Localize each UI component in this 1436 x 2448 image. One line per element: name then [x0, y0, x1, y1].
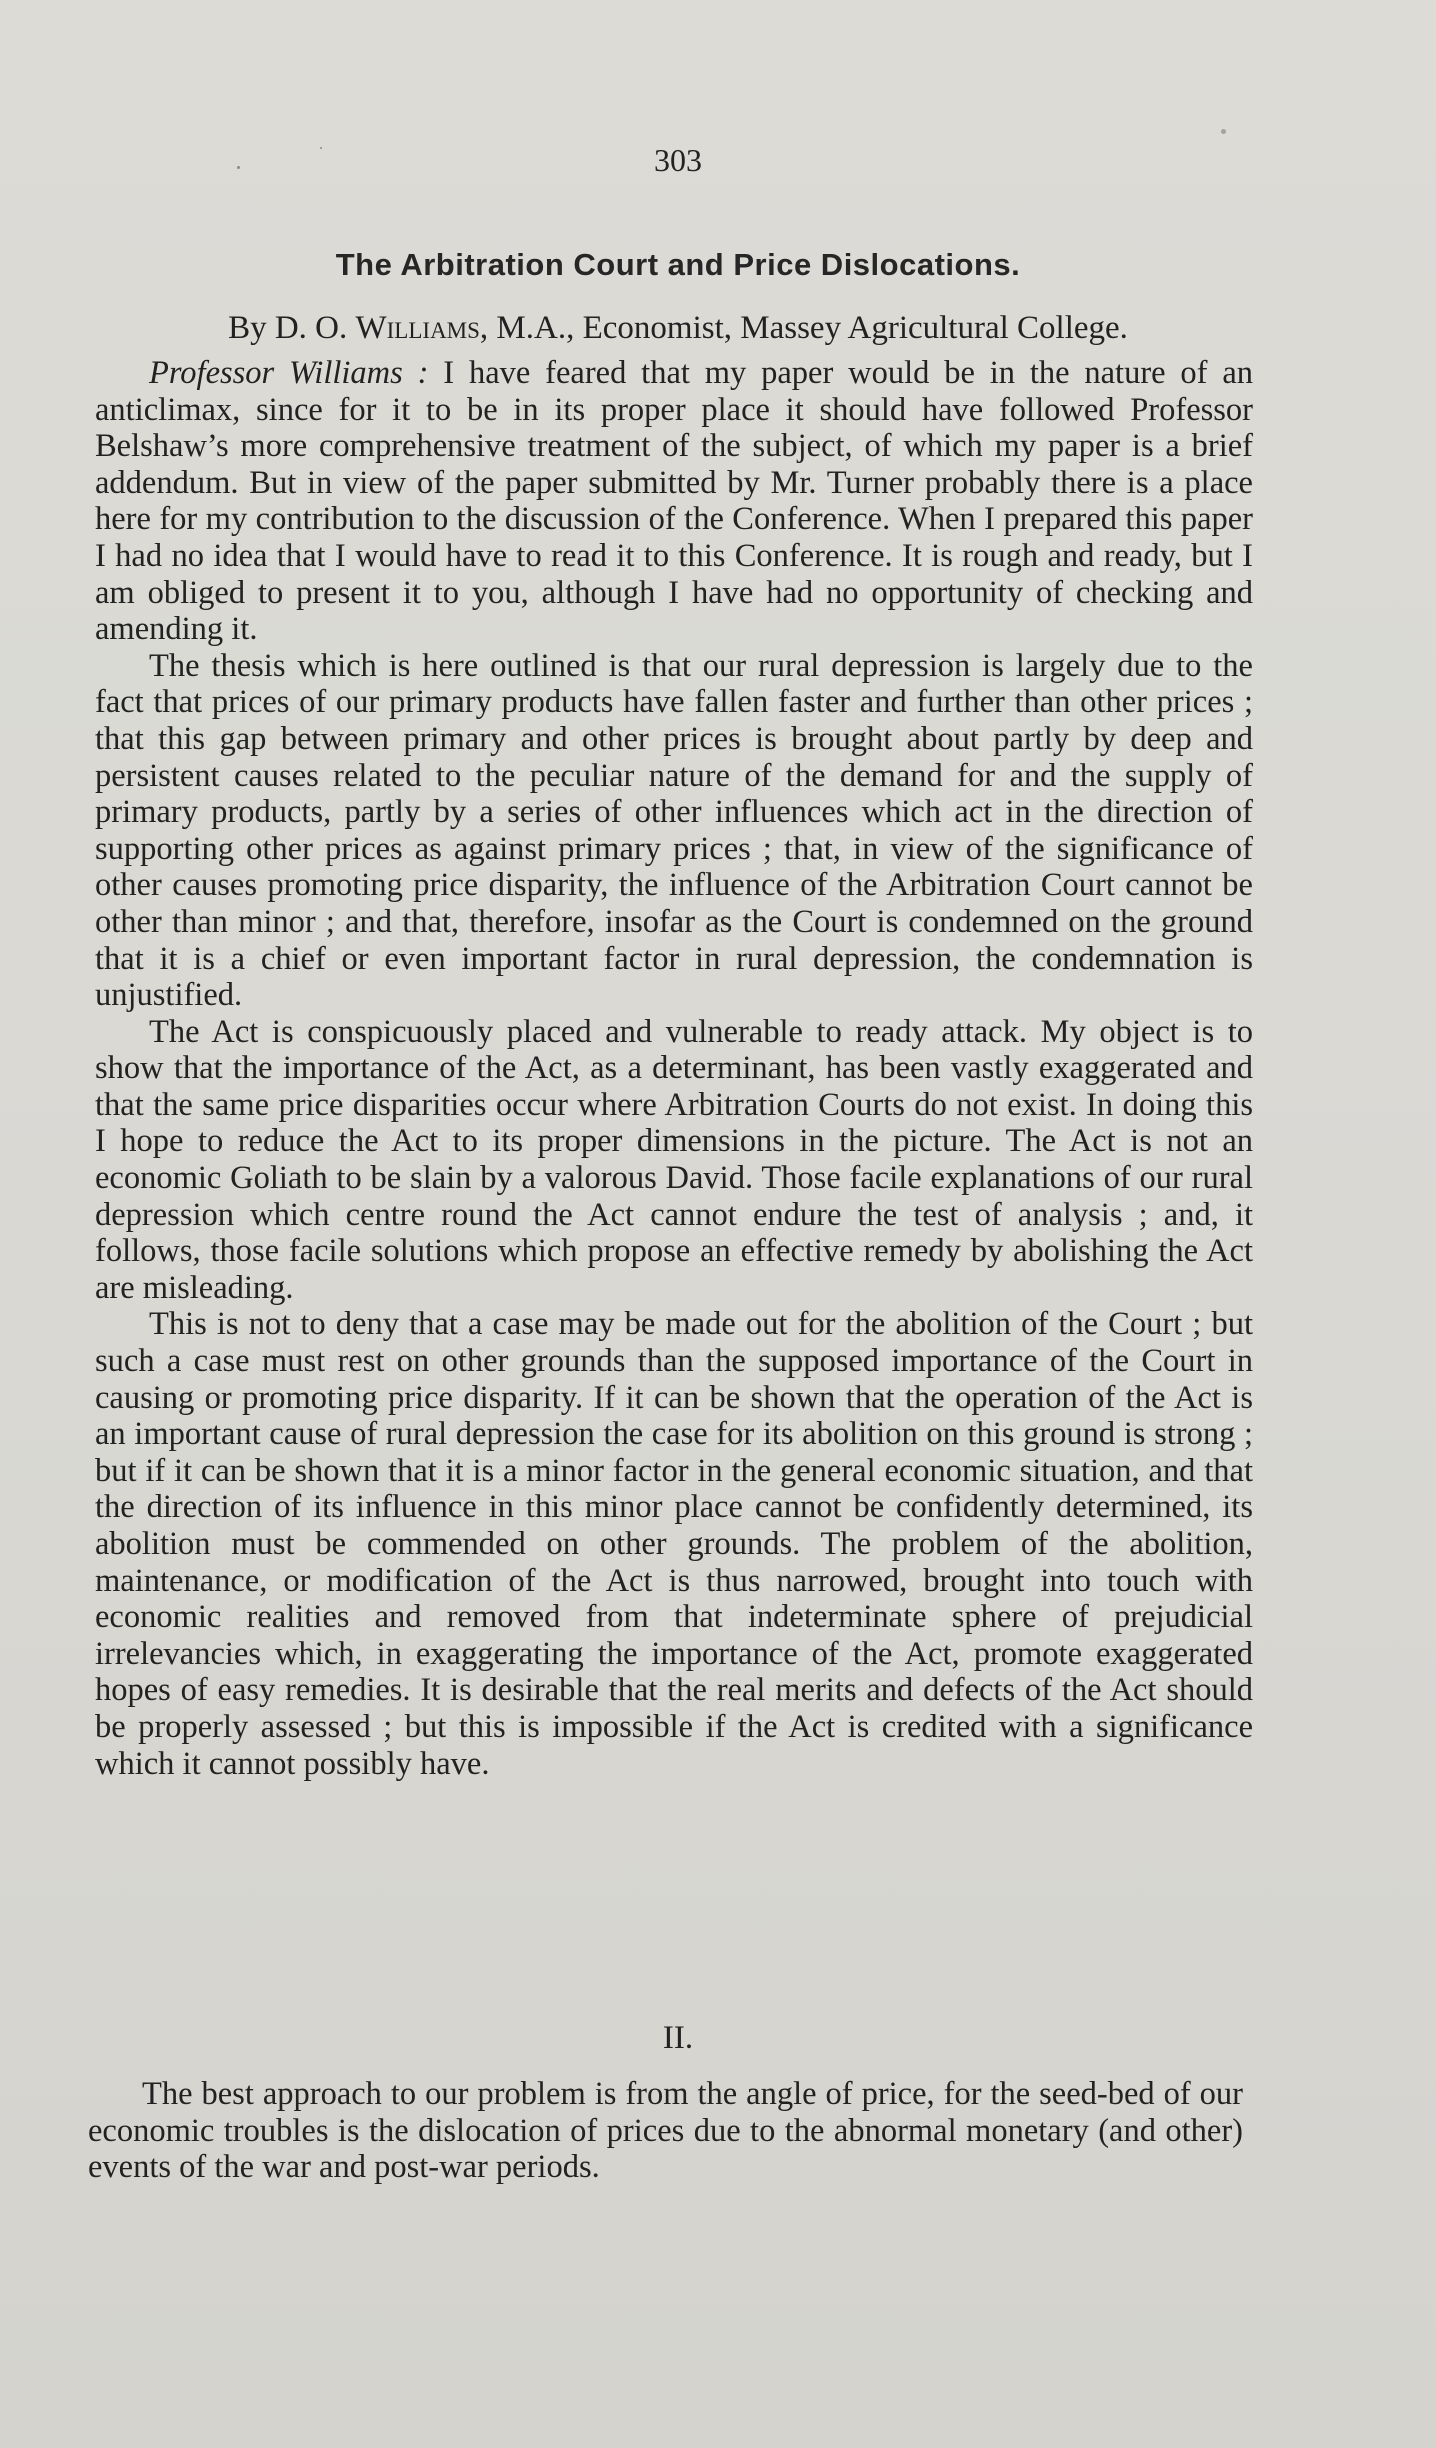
paragraph-3: [95, 1014, 1253, 1307]
byline-suffix: , M.A., Economist, Massey Agricultural College.: [479, 310, 1128, 346]
byline-prefix: By D. O.: [228, 310, 356, 346]
paragraph-text: The Act is conspicuously placed and vulnerable to ready attack. My object is to show that the importance of the Act, as a determinant, has been vastly exaggerated and that the same price disparities occur where Arbitration Courts do not exist. In doing this I hope to reduce the Act to its proper dimensions in the picture. The Act is not an economic Goliath to be slain by a valorous David. Those facile explanations of our rural depression which centre round the Act cannot endure the test of analysis ; and, it follows, those facile solutions which propose an effective remedy by abolishing the Act are misleading.: [95, 1013, 1253, 1306]
section-heading: II.: [662, 2020, 694, 2056]
paragraph-text: I have feared that my paper would be in the nature of an anticlimax, since for it to be in its proper place it should have followed Professor Belshaw’s more comprehensive treatment of the subject, of which my paper is a brief addendum. But in view of the paper submitted by Mr. Turner probably there is a place here for my contribution to the discussion of the Conference. When I prepared this paper I had no idea that I would have to read it to this Conference. It is rough and ready, but I am obliged to present it to you, although I have had no opportunity of checking and amending it.: [95, 355, 1254, 648]
author-name: Williams: [355, 310, 480, 346]
paragraph-1: [95, 355, 1253, 648]
paragraph-text: The best approach to our problem is from the angle of price, for the seed-bed of our economic troubles is the dislocation of prices due to the abnormal monetary (and other) events of the war and post-war periods.: [88, 2076, 1243, 2186]
byline: [0, 308, 1356, 348]
paper-speck: [1221, 129, 1226, 134]
section-paragraph-1: [88, 2076, 1243, 2186]
article-body: [95, 355, 1253, 1782]
article-title: The Arbitration Court and Price Dislocations.: [335, 247, 1021, 282]
paragraph-2: [95, 648, 1253, 1014]
paragraph-text: This is not to deny that a case may be made out for the abolition of the Court ; but such a case must rest on other grounds than the supposed importance of the Court in causing or promoting price disparity. If it can be shown that the operation of the Act is an important cause of rural depression the case for its abolition on this ground is strong ; but if it can be shown that it is a minor factor in the general economic situation, and that the direction of its influence in this minor place cannot be confidently determined, its abolition must be commended on other grounds. The problem of the abolition, maintenance, or modification of the Act is thus narrowed, brought into touch with economic realities and removed from that indeterminate sphere of prejudicial irrelevancies which, in exaggerating the importance of the Act, promote exaggerated hopes of easy remedies. It is desirable that the real merits and defects of the Act should be properly assessed ; but this is impossible if the Act is credited with a significance which it cannot possibly have.: [95, 1306, 1253, 1782]
paragraph-4: [95, 1306, 1253, 1782]
speaker-label: Professor Williams :: [149, 355, 429, 391]
section-body: [88, 2076, 1243, 2186]
page-number: 303: [654, 142, 702, 178]
paragraph-text: The thesis which is here outlined is that our rural depression is largely due to the fact that prices of our primary products have fallen faster and further than other prices ; that this gap between primary and other prices is brought about partly by deep and persistent causes related to the peculiar nature of the demand for and the supply of primary products, partly by a series of other influences which act in the direction of supporting other prices as against primary prices ; that, in view of the significance of other causes promoting price disparity, the influence of the Arbitration Court cannot be other than minor ; and that, therefore, insofar as the Court is condemned on the ground that it is a chief or even important factor in rural depression, the condemnation is unjustified.: [95, 647, 1253, 1014]
